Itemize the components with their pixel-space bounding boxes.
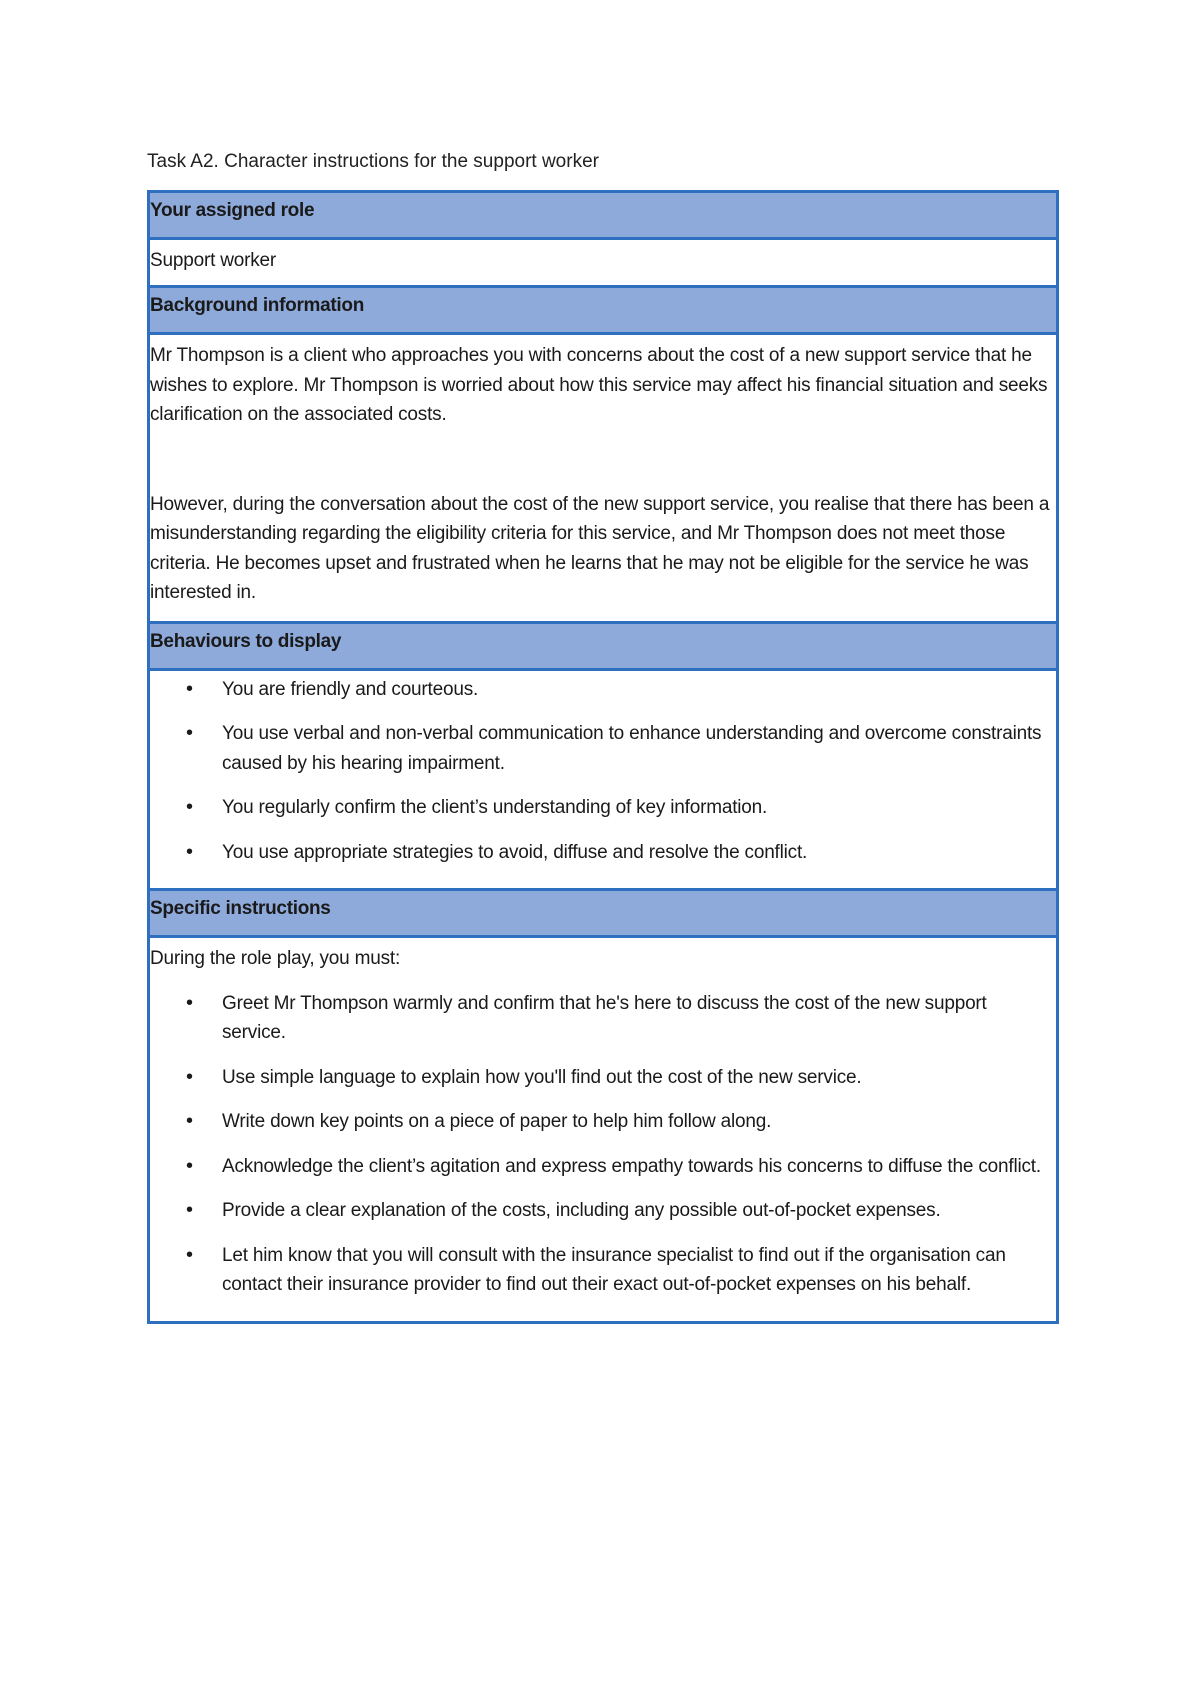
role-value: Support worker [150,250,277,271]
instruction-item: • Use simple language to explain how you'll find out the cost of the new service. [150,1063,1056,1093]
role-section-header: Your assigned role [150,193,1056,240]
instruction-item: • Greet Mr Thompson warmly and confirm that he's here to discuss the cost of the new support service. [150,989,1056,1048]
behaviour-item: • You regularly confirm the client’s understanding of key information. [150,793,1056,823]
behaviour-item: • You are friendly and courteous. [150,675,1056,705]
behaviours-list [150,675,1056,868]
character-instructions-table [147,190,1059,1324]
instruction-item: • Write down key points on a piece of paper to help him follow along. [150,1107,1056,1137]
behaviour-item: • You use verbal and non-verbal communication to enhance understanding and overcome constraints caused by his hearing impairment. [150,719,1056,778]
instructions-section-body [150,938,1056,1321]
instruction-item: • Acknowledge the client’s agitation and express empathy towards his concerns to diffuse the conflict. [150,1152,1056,1182]
background-paragraph: Mr Thompson is a client who approaches you with concerns about the cost of a new support service that he wishes to explore. Mr Thompson is worried about how this service may affect his financial situation and seeks clarification on the associated costs. [150,345,1048,425]
instruction-item: • Provide a clear explanation of the costs, including any possible out-of-pocket expenses. [150,1196,1056,1226]
background-paragraph: However, during the conversation about the cost of the new support service, you realise that there has been a misunderstanding regarding the eligibility criteria for this service, and Mr Thompson does not meet those criteria. He becomes upset and frustrated when he learns that he may not be eligible for the service he was interested in. [150,493,1050,603]
behaviours-section-body [150,671,1056,889]
behaviour-item: • You use appropriate strategies to avoid, diffuse and resolve the conflict. [150,838,1056,868]
background-section-body [150,335,1056,621]
page-heading: Task A2. Character instructions for the support worker [147,151,599,172]
behaviours-section-header: Behaviours to display [150,621,1056,671]
background-section-header: Background information [150,285,1056,335]
instructions-section-header: Specific instructions [150,888,1056,938]
instruction-item: • Let him know that you will consult with the insurance specialist to find out if the organisation can contact their insurance provider to find out their exact out-of-pocket expenses on his behalf. [150,1241,1056,1300]
instructions-intro: During the role play, you must: [150,948,401,969]
instructions-list [150,989,1056,1300]
